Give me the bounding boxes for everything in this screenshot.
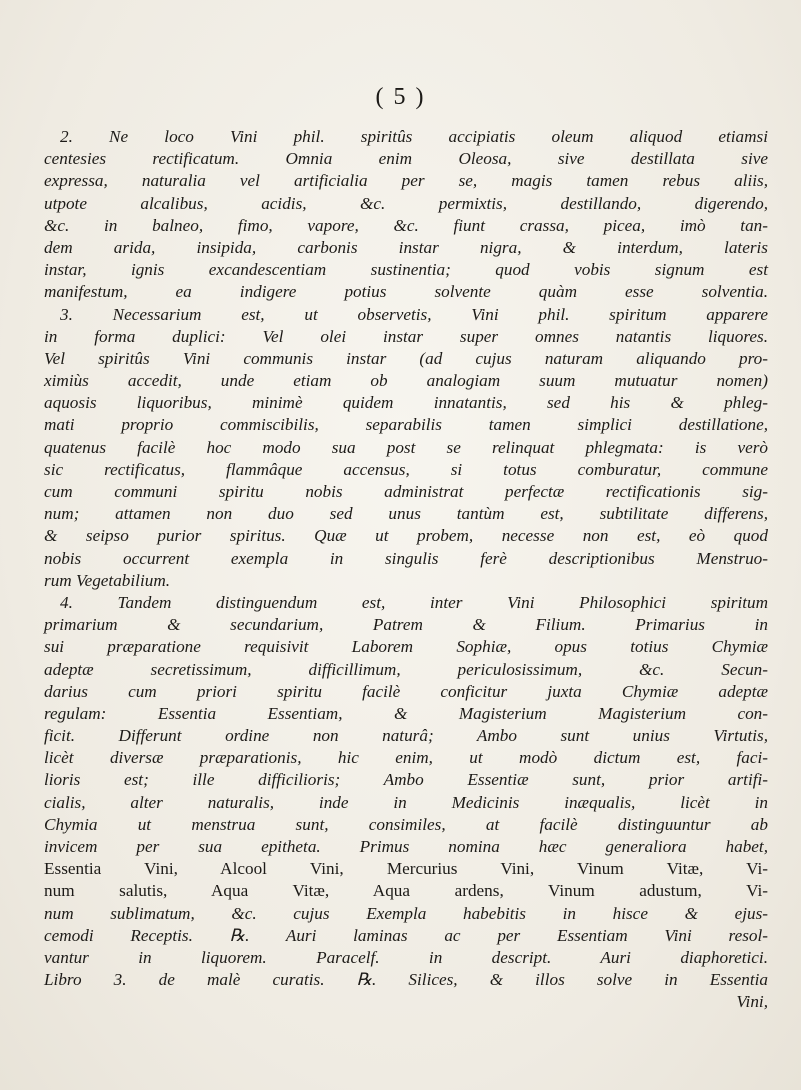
text-line: 2. Ne loco Vini phil. spiritûs accipiatis oleum aliquod etiamsi <box>60 127 768 146</box>
body-text <box>44 126 768 1014</box>
text-line: dem arida, insipida, carbonis instar nigra, & interdum, lateris <box>44 237 768 257</box>
text-line: cemodi Receptis. ℞. Auri laminas ac per Essentiam Vini resol- <box>44 925 768 945</box>
text-line: ximiùs accedit, unde etiam ob analogiam suum mutuatur nomen) <box>44 371 768 391</box>
page-number: ( 5 ) <box>375 84 426 110</box>
text-line: vantur in liquorem. Paracelf. in descript. Auri diaphoretici. <box>44 947 768 967</box>
text-line: rum Vegetabilium. <box>44 570 171 590</box>
text-line: invicem per sua epitheta. Primus nomina hæc generaliora habet, <box>44 837 768 856</box>
text-line: num salutis, Aqua Vitæ, Aqua ardens, Vinum adustum, Vi- <box>44 881 768 901</box>
text-line: Vini, <box>736 992 768 1012</box>
text-line: sic rectificatus, flammâque accensus, si totus comburatur, commune <box>44 459 768 479</box>
text-line: primarium & secundarium, Patrem & Filium. Primarius in <box>44 615 768 635</box>
text-line: centesies rectificatum. Omnia enim Oleosa, sive destillata sive <box>44 149 768 169</box>
text-line: instar, ignis excandescentiam sustinentia; quod vobis signum est <box>44 260 768 280</box>
text-line: num sublimatum, &c. cujus Exempla habebitis in hisce & ejus- <box>44 903 768 923</box>
text-line: 4. Tandem distinguendum est, inter Vini Philosophici spiritum <box>60 592 768 612</box>
text-line: Chymia ut menstrua sunt, consimiles, at facilè distinguuntur ab <box>44 814 768 834</box>
text-line: sui præparatione requisivit Laborem Sophiæ, opus totius Chymiæ <box>44 637 768 657</box>
text-line: utpote alcalibus, acidis, &c. permixtis, destillando, digerendo, <box>44 193 768 213</box>
text-line: & seipso purior spiritus. Quæ ut probem, necesse non est, eò quod <box>44 526 768 546</box>
text-line: ficit. Differunt ordine non naturâ; Ambo sunt unius Virtutis, <box>44 726 768 746</box>
text-line: mati proprio commiscibilis, separabilis tamen simplici destillatione, <box>44 415 768 435</box>
text-line: Libro 3. de malè curatis. ℞. Silices, & illos solve in Essentia <box>44 970 768 990</box>
text-line: nobis occurrent exempla in singulis ferè descriptionibus Menstruo- <box>44 548 768 568</box>
text-line: 3. Necessarium est, ut observetis, Vini phil. spiritum apparere <box>60 304 768 324</box>
text-line: manifestum, ea indigere potius solvente quàm esse solventia. <box>44 282 768 302</box>
text-line: &c. in balneo, fimo, vapore, &c. fiunt crassa, picea, imò tan- <box>44 215 768 235</box>
text-line: cialis, alter naturalis, inde in Medicinis inæqualis, licèt in <box>44 792 768 812</box>
text-line: licèt diversæ præparationis, hic enim, ut modò dictum est, faci- <box>44 748 768 768</box>
text-line: lioris est; ille difficilioris; Ambo Essentiæ sunt, prior artifi- <box>44 770 768 790</box>
text-line: aquosis liquoribus, minimè quidem innatantis, sed his & phleg- <box>44 393 768 413</box>
text-line: adeptæ secretissimum, difficillimum, periculosissimum, &c. Secun- <box>44 659 768 679</box>
text-line: quatenus facilè hoc modo sua post se relinquat phlegmata: is verò <box>44 437 768 457</box>
text-line: darius cum priori spiritu facilè conficitur juxta Chymiæ adeptæ <box>44 681 768 701</box>
text-line: regulam: Essentia Essentiam, & Magisterium Magisterium con- <box>44 703 768 723</box>
text-line: expressa, naturalia vel artificialia per se, magis tamen rebus aliis, <box>44 171 768 191</box>
text-line: in forma duplici: Vel olei instar super omnes natantis liquores. <box>44 326 768 346</box>
text-line: num; attamen non duo sed unus tantùm est, subtilitate differens, <box>44 504 768 524</box>
text-line: cum communi spiritu nobis administrat perfectæ rectificationis sig- <box>44 482 768 501</box>
text-line: Vel spiritûs Vini communis instar (ad cujus naturam aliquando pro- <box>44 348 768 368</box>
text-line: Essentia Vini, Alcool Vini, Mercurius Vini, Vinum Vitæ, Vi- <box>44 859 768 879</box>
